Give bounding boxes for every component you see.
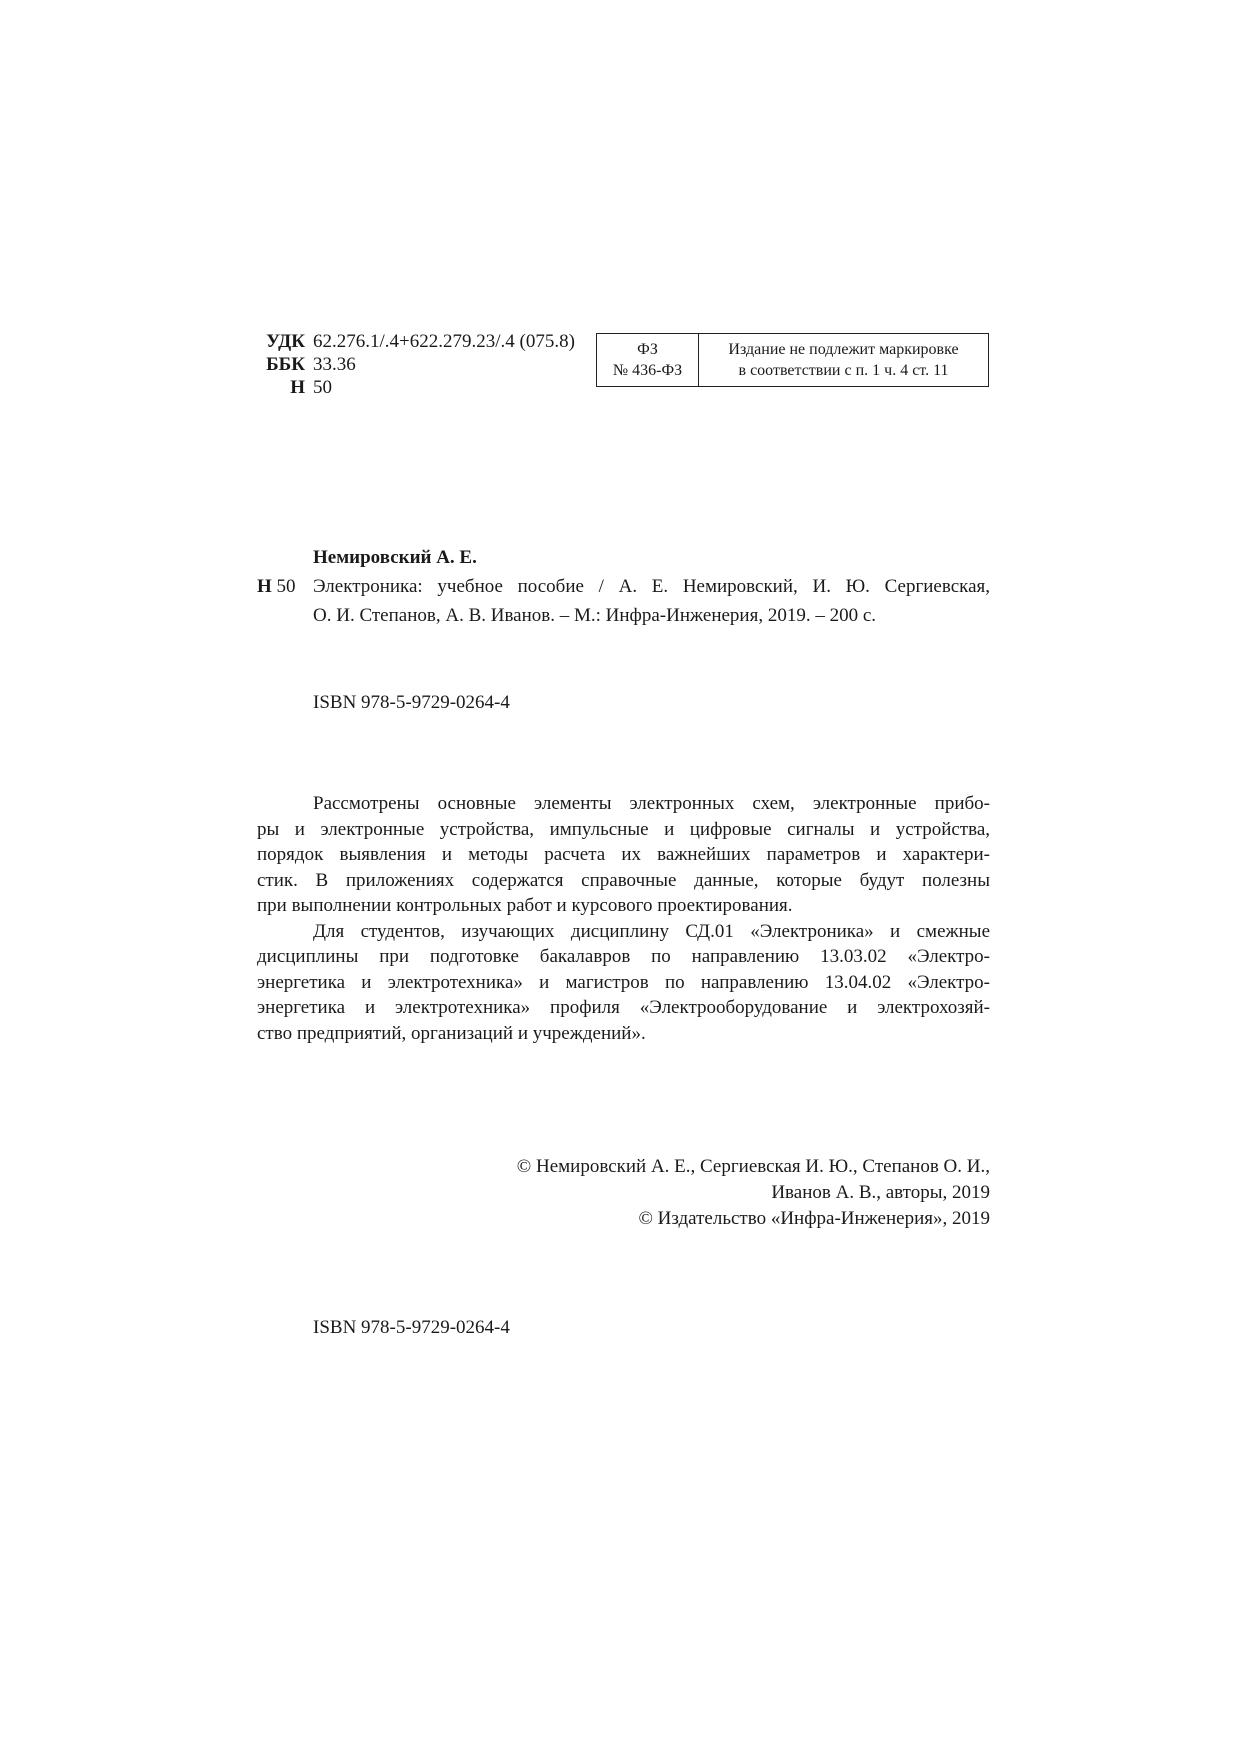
annotation-p1-line: порядок выявления и методы расчета их важнейших параметров и характери-	[257, 844, 990, 865]
annotation-p1-line: Рассмотрены основные элементы электронных схем, электронные прибо-	[313, 793, 990, 814]
entry-text	[313, 572, 990, 630]
annotation-p1-line: при выполнении контрольных работ и курсового проектирования.	[257, 895, 793, 916]
annotation-p1-line: стик. В приложениях содержатся справочные данные, которые будут полезны	[257, 869, 990, 891]
annotation-p2-line: дисциплины при подготовке бакалавров по направлению 13.03.02 «Электро-	[257, 946, 990, 967]
author-mark-value: 50	[313, 377, 332, 398]
copyright-authors-line2: Иванов А. В., авторы, 2019	[771, 1182, 990, 1203]
entry-code	[257, 572, 313, 630]
author-mark-label: Н	[290, 377, 305, 398]
fz-note-line2: в соответствии с п. 1 ч. 4 ст. 11	[738, 362, 949, 379]
bbk-label: ББК	[266, 354, 305, 375]
annotation	[257, 791, 990, 1046]
annotation-paragraph-1	[257, 791, 990, 919]
author-heading: Немировский А. Е.	[313, 547, 477, 568]
bibliographic-entry	[257, 543, 990, 630]
entry-code-number: 50	[276, 576, 296, 597]
annotation-p2-line: Для студентов, изучающих дисциплину СД.01 «Электроника» и смежные	[313, 920, 990, 942]
fz-note-cell	[699, 334, 988, 386]
entry-line-2: О. И. Степанов, А. В. Иванов. – М.: Инфра-Инженерия, 2019. – 200 с.	[313, 605, 877, 626]
author-mark-row	[257, 376, 575, 399]
classification-codes	[257, 330, 575, 399]
entry-row	[257, 572, 990, 630]
fz-note-line1: Издание не подлежит маркировке	[728, 341, 959, 358]
bbk-row	[257, 353, 575, 376]
isbn-top: ISBN 978-5-9729-0264-4	[313, 692, 510, 713]
isbn-bottom: ISBN 978-5-9729-0264-4	[313, 1317, 510, 1338]
annotation-p2-line: ство предприятий, организаций и учреждений».	[257, 1022, 646, 1044]
bbk-value: 33.36	[313, 354, 356, 375]
entry-line-1: Электроника: учебное пособие / А. Е. Немировский, И. Ю. Сергиевская,	[313, 576, 990, 597]
annotation-paragraph-2	[257, 919, 990, 1047]
copyright-authors-line1: © Немировский А. Е., Сергиевская И. Ю., Степанов О. И.,	[516, 1156, 990, 1177]
fz-law-title: ФЗ	[637, 341, 658, 358]
annotation-p2-line: энергетика и электротехника» и магистров по направлению 13.04.02 «Электро-	[257, 971, 990, 993]
copyright-block	[517, 1154, 990, 1232]
udk-value: 62.276.1/.4+622.279.23/.4 (075.8)	[313, 331, 575, 352]
entry-code-letter: Н	[257, 576, 272, 597]
fz-labeling-box	[596, 333, 989, 387]
copyright-publisher: © Издательство «Инфра-Инженерия», 2019	[638, 1208, 990, 1229]
annotation-p1-line: ры и электронные устройства, импульсные и цифровые сигналы и устройства,	[257, 818, 990, 840]
udk-label: УДК	[266, 331, 305, 352]
fz-law-cell	[597, 334, 699, 386]
udk-row	[257, 330, 575, 353]
annotation-p2-line: энергетика и электротехника» профиля «Электрооборудование и электрохозяй-	[257, 997, 990, 1018]
fz-law-number: № 436-ФЗ	[612, 362, 683, 379]
